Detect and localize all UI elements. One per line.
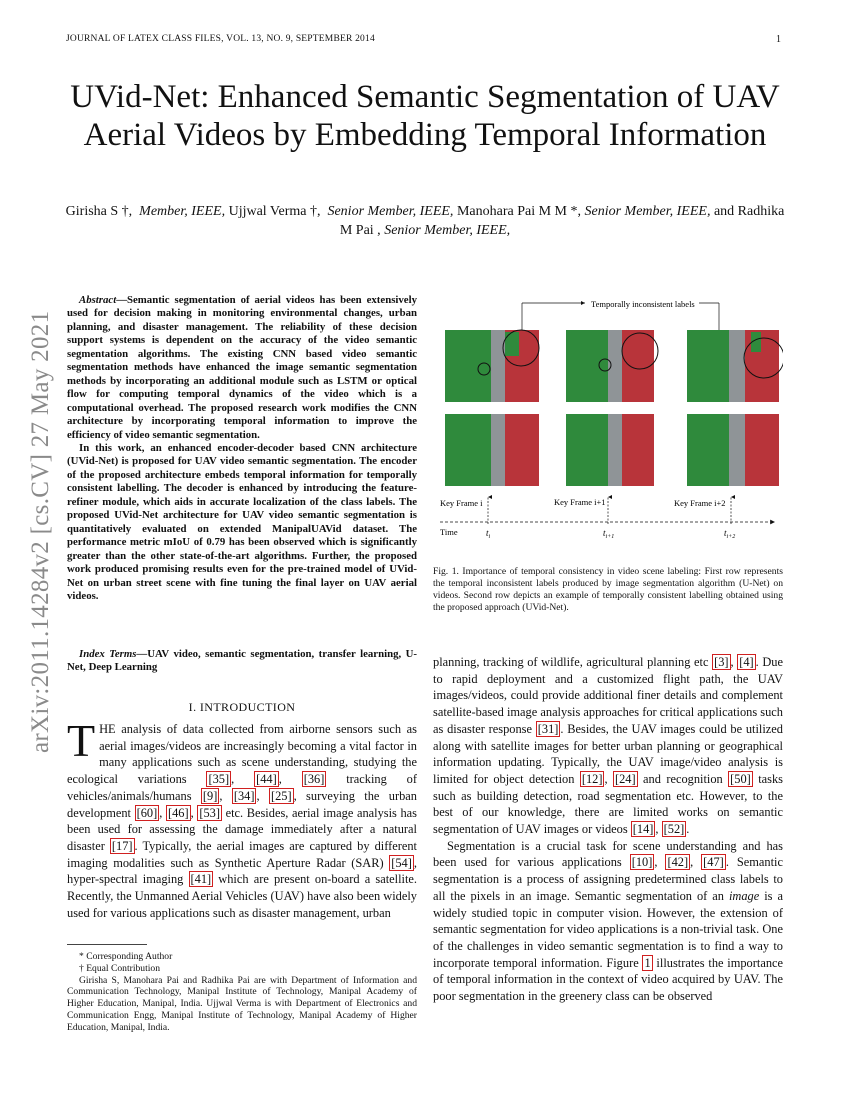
page-number: 1 [776, 34, 781, 45]
citation[interactable]: [25] [270, 788, 292, 803]
right-paragraph-1: planning, tracking of wildlife, agricultural planning etc [3] , [4] . Due to rapid deployment and a customized flight path, the UAV images/videos, could provide additional finer details and complement satellite-based image analysis approaches for critical applications such as disaster response [31] . Besides, the UAV images could be utilized along with satellite images for better urban planning or geographical information updating. Typically, the UAV image/video analysis is limited for object detection [12] , [24] and recognition [50] tasks such as building detection, road segmentation etc. However, to the best of our knowledge, there are limited works on semantic segmentation of UAV images or videos [14] , [52] . [433, 655, 784, 837]
figure-caption: Fig. 1. Importance of temporal consistency in video scene labeling: First row represents the temporal inconsistent labels produced by image segmentation algorithm (U-Net) on videos. Second row depicts an example of temporally consistent labelling obtained using the proposed approach (UVid-Net). [433, 566, 783, 613]
abstract-p2: In this work, an enhanced encoder-decoder based CNN architecture (UVid-Net) is proposed for UAV video semantic segmentation. The encoder of the proposed architecture embeds temporal information for temporally consistent labelling. The decoder is enhanced by introducing the feature-refiner module, which aids in accurate localization of the class labels. The proposed UVid-Net architecture for UAV video semantic segmentation is quantitatively evaluated on extended ManipalUAVid dataset. The performance metric mIoU of 0.79 has been observed which is significantly greater than the other state-of-the-art algorithms. Further, the proposed work produced promising results even for the pre-trained model of UVid-Net on urban street scene with fine tuning the final layer on UAV aerial videos. [67, 441, 417, 602]
fig-keyframe-3: Key Frame i+2 [674, 498, 726, 508]
citation[interactable]: [31] [537, 721, 559, 736]
figure-1-graphic [433, 292, 783, 552]
frame-row2-3 [687, 414, 779, 486]
section-heading: I. INTRODUCTION [188, 700, 296, 714]
frame-row2-1 [445, 414, 539, 486]
right-paragraph-2: Segmentation is a crucial task for scene understanding and has been used for various applications [10] , [42] , [47] . Semantic segmentation is a process of assigning predetermined class labels to all the pixels in an image. Semantic segmentation of an image is a widely studied topic in computer vision. However, the extension of semantic segmentation for video applications is a non-trivial task. One of the challenges in video semantic segmentation is to find a way to incorporate temporal information. Figure 1 illustrates the importance of temporal information in the context of video acquired by UAV. The poor segmentation in the greenery class can be observed [433, 838, 784, 1004]
index-terms-label: Index Terms [79, 648, 137, 660]
fig-t2: $t_{i+1}$ [603, 528, 615, 540]
footnotes [67, 951, 417, 1034]
citation[interactable]: [41] [190, 872, 212, 887]
citation[interactable]: [4] [739, 655, 754, 669]
footnote-corresponding: * Corresponding Author [79, 951, 173, 962]
citation[interactable]: [10] [631, 855, 653, 870]
footnote-affiliations: Girisha S, Manohara Pai and Radhika Pai are with Department of Information and Communication Technology, Manipal Institute of Technology, Manipal Academy of Higher Education, Manipal, India. Ujjwal Verma is with Department of Electronics and Communication Engg, Manipal Institute of Technology, Manipal Academy of Higher Education, Manipal, India. [67, 974, 417, 1033]
fig-time-label: Time [440, 527, 458, 537]
citation[interactable]: [12] [581, 771, 603, 786]
citation[interactable]: [24] [614, 771, 636, 786]
frame-row1-1 [445, 330, 539, 402]
index-terms [67, 648, 417, 675]
citation[interactable]: [35] [208, 772, 230, 787]
citation[interactable]: [14] [632, 822, 654, 837]
footnote-equal: † Equal Contribution [79, 962, 161, 974]
figure-reference[interactable]: 1 [644, 955, 651, 970]
author-2-role: Senior Member, IEEE, [327, 204, 454, 219]
author-3-role: Senior Member, IEEE, [584, 204, 711, 219]
running-header: JOURNAL OF LATEX CLASS FILES, VOL. 13, NO. 9, SEPTEMBER 2014 [66, 34, 375, 44]
dropcap: T [67, 715, 96, 766]
citation[interactable]: [36] [303, 772, 325, 787]
citation[interactable]: [3] [714, 655, 729, 669]
citation[interactable]: [60] [136, 805, 158, 820]
author-list [60, 202, 790, 240]
fig-keyframe-1: Key Frame i [440, 498, 483, 508]
citation[interactable]: [53] [199, 805, 220, 820]
frame-row2-2 [566, 414, 654, 486]
arxiv-stamp-text: arXiv:2011.14284v2 [cs.CV] 27 May 2021 [27, 310, 54, 753]
figure-1 [433, 292, 783, 552]
arxiv-stamp [26, 283, 56, 753]
citation[interactable]: [34] [233, 788, 255, 803]
citation[interactable]: [52] [663, 822, 685, 837]
citation[interactable]: [46] [167, 805, 189, 820]
citation[interactable]: [44] [256, 772, 277, 787]
citation[interactable]: [47] [703, 855, 724, 870]
author-1-role: Member, IEEE, [139, 204, 226, 219]
frame-row1-3 [687, 330, 783, 402]
fig-t1: $t_i$ [486, 528, 491, 540]
author-4: and Radhika M Pai , [339, 204, 785, 238]
citation[interactable]: [17] [111, 838, 133, 853]
right-column-text [433, 654, 783, 1005]
citation[interactable]: [42] [667, 855, 689, 870]
author-3: Manohara Pai M M *, [456, 204, 581, 219]
abstract-p1: —Semantic segmentation of aerial videos has been extensively used for decision making in monitoring environmental changes, urban planning, and disaster management. The reliability of these decision support systems is dependent on the accuracy of the video semantic segmentation algorithms. The existing CNN based video semantic segmentation methods have enhanced the image semantic segmentation methods by incorporating an additional module such as LSTM or optical flow for computing temporal dynamics of the video which is a computational overhead. The proposed research work modifies the CNN architecture by incorporating temporal information to improve the efficiency of video semantic segmentation. [67, 294, 417, 441]
citation[interactable]: [50] [730, 771, 751, 786]
citation[interactable]: [9] [202, 788, 218, 803]
author-1: Girisha S †, [65, 204, 133, 219]
abstract-label: Abstract [79, 294, 117, 306]
abstract [67, 294, 417, 603]
frame-row1-2 [566, 330, 658, 402]
author-4-role: Senior Member, IEEE, [384, 223, 511, 238]
footnote-rule [67, 944, 147, 945]
paper-title: UVid-Net: Enhanced Semantic Segmentation of UAV Aerial Videos by Embedding Temporal Information [70, 79, 780, 153]
citation[interactable]: [54] [391, 855, 412, 870]
fig-top-label: Temporally inconsistent labels [591, 299, 695, 309]
index-terms-text: —UAV video, semantic segmentation, transfer learning, U-Net, Deep Learning [67, 648, 417, 674]
fig-keyframe-2: Key Frame i+1 [554, 497, 606, 507]
intro-paragraph: THE analysis of data collected from airborne sensors such as aerial images/videos are increasingly becoming a vital factor in many applications such as scene understanding, studying the ecological variations [35] , [44] , [36] tracking of vehicles/animals/humans [9] , [34] , [25] , surveying the urban development [60] , [46] , [53] etc. Besides, aerial image analysis has been used for assessing the damage immediately after a natural disaster [17] . Typically, the aerial images are captured by different imaging modalities such as Synthetic Aperture Radar (SAR) [54] , hyper-spectral imaging [41] which are present on-board a satellite. Recently, the Unmanned Aerial Vehicles (UAV) have also been widely used for various applications such as disaster management, urban [67, 715, 417, 920]
fig-t3: $t_{i+2}$ [724, 528, 736, 540]
author-2: Ujjwal Verma †, [228, 204, 321, 219]
